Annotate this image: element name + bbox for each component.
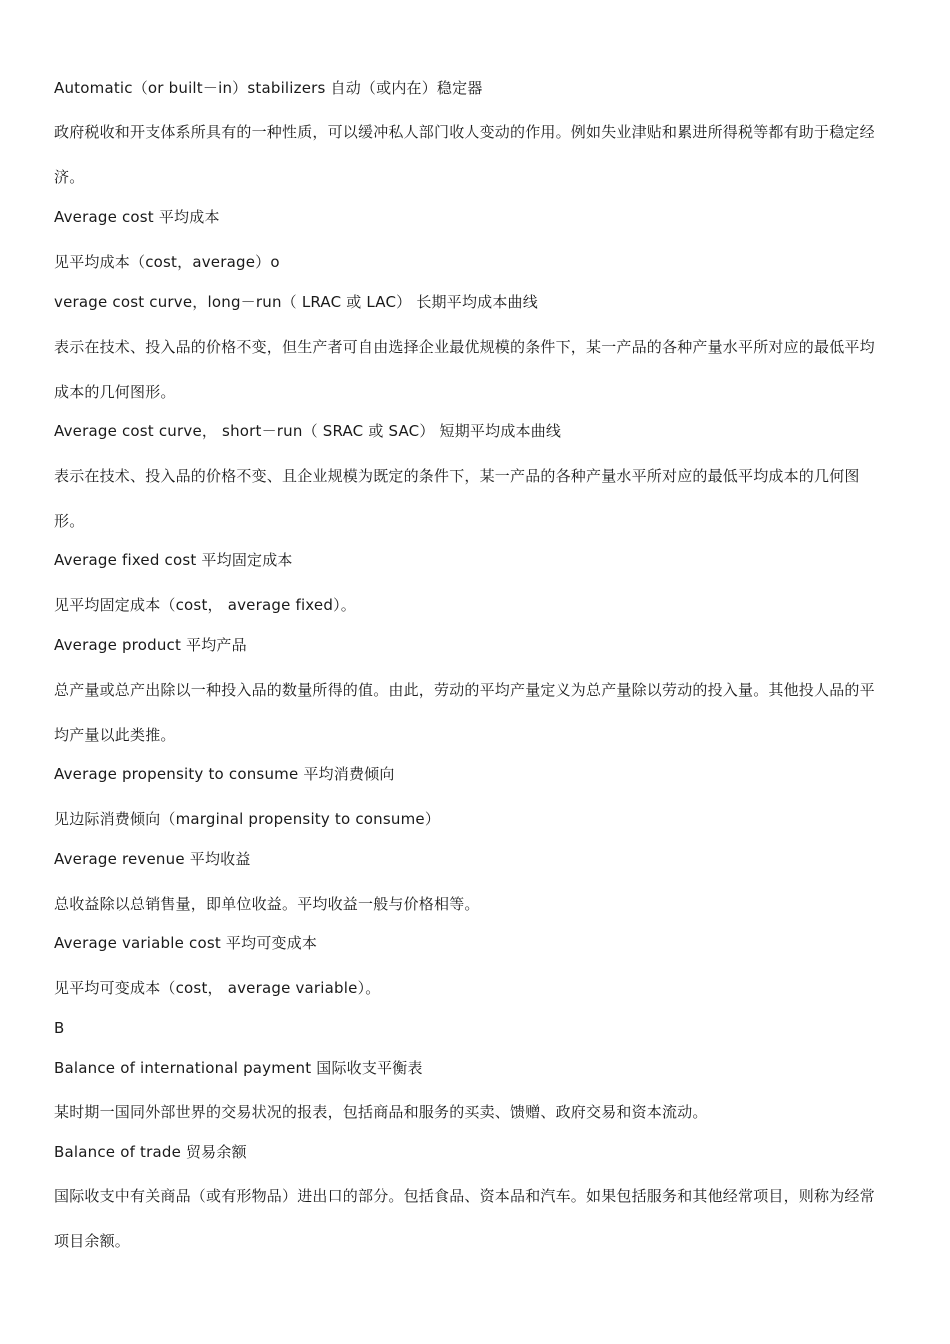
entry-definition-average-product: 总产量或总产出除以一种投入品的数量所得的值。由此，劳动的平均产量定义为总产量除以劳动的投入量。其他投人品的平均产量以此类推。: [54, 681, 875, 744]
entry-definition-average-cost: 见平均成本（cost，average）o: [54, 253, 280, 271]
entry-term-long-run-average-cost-curve: verage cost curve，long－run（ LRAC 或 LAC） 长期平均成本曲线: [54, 293, 538, 311]
entry-definition-long-run-average-cost-curve: 表示在技术、投入品的价格不变，但生产者可自由选择企业最优规模的条件下，某一产品的各种产量水平所对应的最低平均成本的几何图形。: [54, 338, 875, 401]
entry-term-average-variable-cost: Average variable cost 平均可变成本: [54, 934, 318, 952]
entry-term-average-propensity-to-consume: Average propensity to consume 平均消费倾向: [54, 765, 395, 783]
entry-definition-average-revenue: 总收益除以总销售量，即单位收益。平均收益一般与价格相等。: [54, 895, 480, 913]
entry-definition-short-run-average-cost-curve: 表示在技术、投入品的价格不变、且企业规模为既定的条件下，某一产品的各种产量水平所对应的最低平均成本的几何图形。: [54, 467, 860, 530]
entry-term-automatic-stabilizers: Automatic（or built－in）stabilizers 自动（或内在）稳定器: [54, 79, 483, 97]
entry-term-balance-of-international-payment: Balance of international payment 国际收支平衡表: [54, 1059, 423, 1077]
entry-term-average-revenue: Average revenue 平均收益: [54, 850, 251, 868]
entry-definition-average-propensity-to-consume: 见边际消费倾向（marginal propensity to consume）: [54, 810, 441, 828]
section-letter-b: B: [54, 1019, 65, 1037]
entry-definition-average-variable-cost: 见平均可变成本（cost， average variable）。: [54, 979, 381, 997]
entry-term-balance-of-trade: Balance of trade 贸易余额: [54, 1143, 247, 1161]
entry-definition-balance-of-international-payment: 某时期一国同外部世界的交易状况的报表，包括商品和服务的买卖、馈赠、政府交易和资本流动。: [54, 1103, 708, 1121]
entry-term-average-cost: Average cost 平均成本: [54, 208, 220, 226]
entry-definition-automatic-stabilizers: 政府税收和开支体系所具有的一种性质，可以缓冲私人部门收人变动的作用。例如失业津贴和累进所得税等都有助于稳定经济。: [54, 123, 875, 186]
entry-term-average-fixed-cost: Average fixed cost 平均固定成本: [54, 551, 293, 569]
entry-term-short-run-average-cost-curve: Average cost curve， short－run（ SRAC 或 SAC） 短期平均成本曲线: [54, 422, 562, 440]
entry-term-average-product: Average product 平均产品: [54, 636, 247, 654]
entry-definition-average-fixed-cost: 见平均固定成本（cost， average fixed）。: [54, 596, 356, 614]
entry-definition-balance-of-trade: 国际收支中有关商品（或有形物品）进出口的部分。包括食品、资本品和汽车。如果包括服务和其他经常项目，则称为经常项目余额。: [54, 1187, 875, 1250]
